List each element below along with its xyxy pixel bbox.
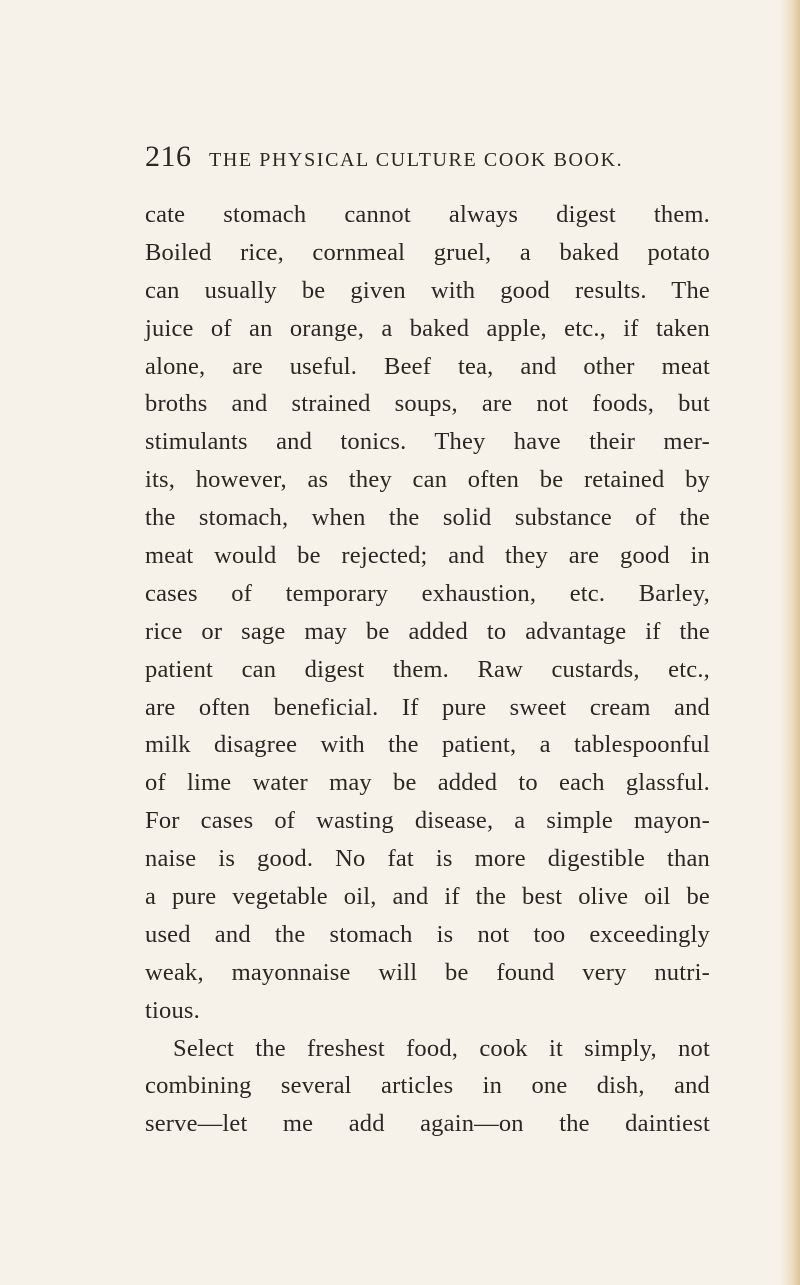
text-line: naise is good. No fat is more digestible than (145, 845, 710, 873)
text-line: a pure vegetable oil, and if the best olive oil be (145, 883, 710, 911)
text-line: can usually be given with good results. The (145, 276, 710, 304)
text-line: its, however, as they can often be retained by (145, 466, 710, 494)
text-line: tious. (145, 996, 200, 1024)
text-line: cases of temporary exhaustion, etc. Barley, (145, 579, 710, 607)
text-line: milk disagree with the patient, a tablespoonful (145, 731, 710, 759)
text-line: rice or sage may be added to advantage if the (145, 617, 710, 645)
text-line: juice of an orange, a baked apple, etc., if taken (145, 314, 710, 342)
text-line: broths and strained soups, are not foods, but (145, 390, 710, 418)
text-line: of lime water may be added to each glassful. (145, 769, 710, 797)
text-line: used and the stomach is not too exceedingly (145, 920, 710, 948)
page-edge (780, 0, 800, 1285)
text-line: weak, mayonnaise will be found very nutri- (145, 958, 710, 986)
text-line: alone, are useful. Beef tea, and other meat (145, 352, 710, 380)
text-line: meat would be rejected; and they are good in (145, 542, 710, 570)
text-line: cate stomach cannot always digest them. (145, 201, 710, 228)
text-line: patient can digest them. Raw custards, etc., (145, 655, 710, 683)
running-head: THE PHYSICAL CULTURE COOK BOOK. (209, 149, 624, 171)
body-text (145, 196, 710, 1143)
page-number: 216 (145, 140, 192, 173)
text-line: are often beneficial. If pure sweet cream and (145, 693, 710, 721)
text-line: stimulants and tonics. They have their mer- (145, 428, 710, 456)
page-header (145, 140, 725, 176)
text-line: For cases of wasting disease, a simple mayon- (145, 807, 710, 835)
text-line: combining several articles in one dish, and (145, 1072, 710, 1100)
text-line: Boiled rice, cornmeal gruel, a baked potato (145, 238, 710, 266)
text-line: the stomach, when the solid substance of the (145, 504, 710, 532)
text-line: serve—let me add again—on the daintiest (145, 1110, 710, 1138)
text-line: Select the freshest food, cook it simply, not (173, 1034, 710, 1062)
